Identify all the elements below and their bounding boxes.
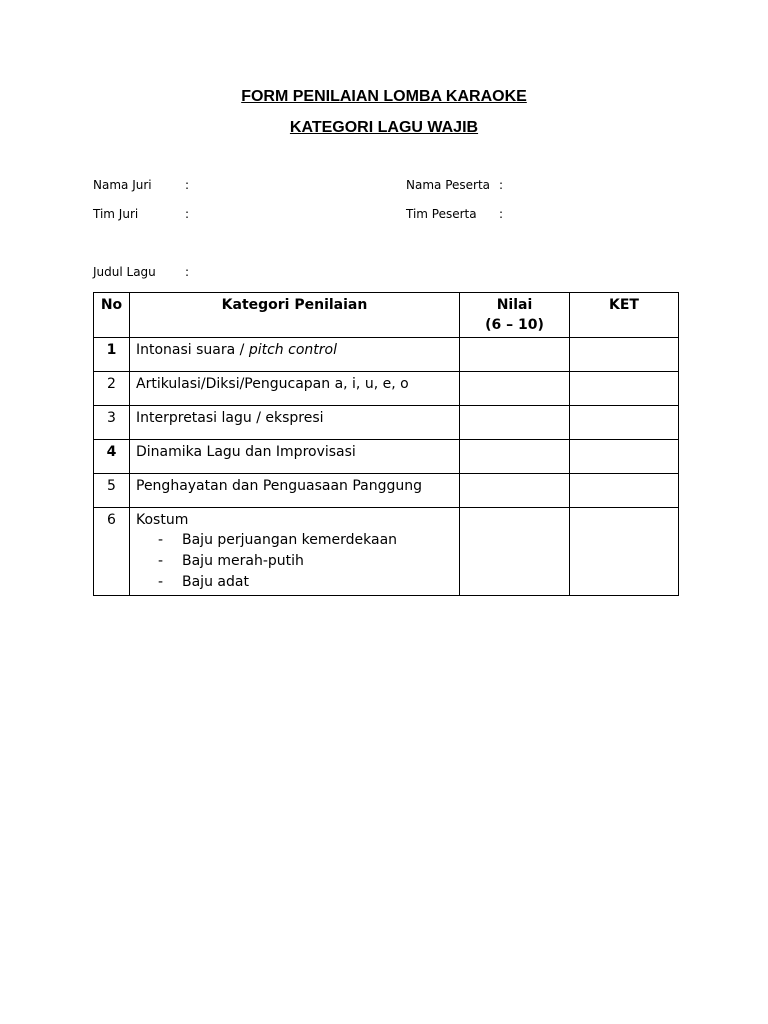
row-kategori-text: Kostum <box>136 512 189 528</box>
table-header-row <box>94 293 679 338</box>
row-no: 6 <box>94 508 130 596</box>
ket-cell[interactable] <box>570 338 679 372</box>
ket-cell[interactable] <box>570 474 679 508</box>
header-nilai <box>460 293 570 338</box>
row-no: 4 <box>94 440 130 474</box>
row-kategori: Artikulasi/Diksi/Pengucapan a, i, u, e, o <box>130 372 460 406</box>
judul-lagu-colon: : <box>185 265 190 279</box>
nilai-cell[interactable] <box>460 338 570 372</box>
ket-cell[interactable] <box>570 440 679 474</box>
table-row <box>94 372 679 406</box>
ket-cell[interactable] <box>570 508 679 596</box>
nama-peserta-colon: : <box>499 178 504 192</box>
header-nilai-range: (6 – 10) <box>485 317 544 333</box>
nilai-cell[interactable] <box>460 440 570 474</box>
row-kategori: Dinamika Lagu dan Improvisasi <box>130 440 460 474</box>
table-row <box>94 508 679 596</box>
nama-juri-label: Nama Juri <box>93 178 152 192</box>
list-item-text: Baju adat <box>182 574 249 590</box>
row-kategori-italic: pitch control <box>248 342 337 358</box>
nilai-cell[interactable] <box>460 508 570 596</box>
nama-peserta-label: Nama Peserta <box>406 178 491 192</box>
list-item <box>158 551 453 572</box>
ket-cell[interactable] <box>570 406 679 440</box>
list-item-text: Baju merah-putih <box>182 553 304 569</box>
row-no: 3 <box>94 406 130 440</box>
row-kategori: Interpretasi lagu / ekspresi <box>130 406 460 440</box>
kostum-sub-list <box>136 530 453 593</box>
header-kategori: Kategori Penilaian <box>130 293 460 338</box>
form-title: FORM PENILAIAN LOMBA KARAOKE <box>241 88 527 105</box>
table-row <box>94 440 679 474</box>
row-no: 1 <box>94 338 130 372</box>
bullet-dash: - <box>158 574 164 590</box>
nama-juri-colon: : <box>185 178 190 192</box>
table-row <box>94 338 679 372</box>
header-ket: KET <box>570 293 679 338</box>
judul-lagu-label: Judul Lagu <box>93 265 156 279</box>
header-nilai-label: Nilai <box>496 297 533 313</box>
row-kategori <box>130 338 460 372</box>
header-no: No <box>94 293 130 338</box>
table-row <box>94 406 679 440</box>
tim-juri-colon: : <box>185 207 190 221</box>
list-item-text: Baju perjuangan kemerdekaan <box>182 532 398 548</box>
nilai-cell[interactable] <box>460 372 570 406</box>
row-no: 5 <box>94 474 130 508</box>
list-item <box>158 530 453 551</box>
row-kategori: Penghayatan dan Penguasaan Panggung <box>130 474 460 508</box>
nilai-cell[interactable] <box>460 474 570 508</box>
row-no: 2 <box>94 372 130 406</box>
list-item <box>158 572 453 593</box>
row-kategori-text: Intonasi suara / <box>136 342 249 358</box>
tim-juri-label: Tim Juri <box>93 207 139 221</box>
bullet-dash: - <box>158 532 164 548</box>
table-row <box>94 474 679 508</box>
nilai-cell[interactable] <box>460 406 570 440</box>
bullet-dash: - <box>158 553 164 569</box>
form-subtitle: KATEGORI LAGU WAJIB <box>289 119 479 136</box>
scoring-table <box>93 292 679 596</box>
tim-peserta-colon: : <box>499 207 504 221</box>
row-kategori <box>130 508 460 596</box>
ket-cell[interactable] <box>570 372 679 406</box>
tim-peserta-label: Tim Peserta <box>406 207 477 221</box>
